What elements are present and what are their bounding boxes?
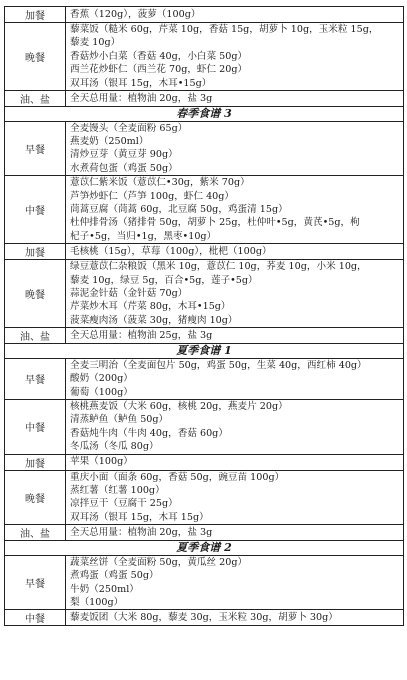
season-section-row <box>5 344 404 359</box>
dish-line: 冬瓜汤（冬瓜 80g） <box>70 441 159 453</box>
recipe-table-body <box>5 7 404 626</box>
meal-row <box>5 176 404 244</box>
dish-line: 西兰花炒虾仁（西兰花 70g，虾仁 20g） <box>70 64 248 76</box>
meal-row <box>5 470 404 525</box>
dish-line: 藜麦饭团（大米 80g，藜麦 30g，玉米粒 30g，胡萝卜 30g） <box>70 612 338 624</box>
meal-items-cell <box>66 358 404 399</box>
dish-line: 煮鸡蛋（鸡蛋 50g） <box>70 570 159 582</box>
meal-row <box>5 454 404 470</box>
meal-items-cell <box>66 260 404 328</box>
dish-line: 葡萄（100g） <box>70 386 133 398</box>
dish-line: 梨（100g） <box>70 596 124 608</box>
meal-row <box>5 328 404 344</box>
meal-items-cell <box>66 328 404 344</box>
meal-type-cell: 加餐 <box>5 454 66 470</box>
meal-row <box>5 610 404 626</box>
dish-line: 蒸红薯（红薯 100g） <box>70 484 165 496</box>
meal-type-cell: 晚餐 <box>5 260 66 328</box>
dish-line: 藜麦 10g） <box>70 37 121 49</box>
meal-type-cell: 油、盐 <box>5 525 66 541</box>
meal-type-cell: 油、盐 <box>5 91 66 107</box>
meal-items-cell <box>66 470 404 525</box>
season-section-row <box>5 107 404 122</box>
dish-line: 重庆小面（面条 60g，香菇 50g，豌豆苗 100g） <box>70 471 285 483</box>
meal-items-cell <box>66 23 404 91</box>
meal-type-cell: 早餐 <box>5 555 66 610</box>
dish-line: 杜仲排骨汤（猪排骨 50g，胡萝卜 25g，杜仲叶•5g，黄芪•5g，枸 <box>70 217 360 229</box>
meal-type-cell: 中餐 <box>5 610 66 626</box>
dish-line: 蒜泥金针菇（金针菇 70g） <box>70 288 188 299</box>
dish-line: 蔬菜丝饼（全麦面粉 50g，黄瓜丝 20g） <box>70 556 248 568</box>
meal-items-cell <box>66 7 404 23</box>
meal-row <box>5 7 404 23</box>
dish-line: 藜麦 10g，绿豆 5g，百合•5g，莲子•5g） <box>70 274 258 286</box>
dish-line: 芦笋炒虾仁（芦笋 100g，虾仁 40g） <box>70 190 235 202</box>
dish-line: 茼蒿豆腐（茼蒿 60g，北豆腐 50g，鸡蛋清 15g） <box>70 203 288 215</box>
dish-line: 酸奶（200g） <box>70 373 133 385</box>
meal-row <box>5 23 404 91</box>
dish-line: 核桃燕麦饭（大米 60g，核桃 20g，燕麦片 20g） <box>70 400 288 412</box>
meal-type-cell: 中餐 <box>5 176 66 244</box>
season-section-row <box>5 541 404 556</box>
meal-items-cell <box>66 121 404 176</box>
dish-line: 全麦三明治（全麦面包片 50g，鸡蛋 50g，生菜 40g，西红柿 40g） <box>70 359 367 371</box>
recipe-table <box>4 6 404 626</box>
meal-items-cell <box>66 610 404 626</box>
dish-line: 全天总用量：植物油 20g，盐 3g <box>70 92 213 104</box>
dish-line: 杞子•5g，当归•1g，黑枣•10g） <box>70 230 217 242</box>
dish-line: 凉拌豆干（豆腐干 25g） <box>70 498 178 510</box>
dish-line: 牛奶（250ml） <box>70 583 139 595</box>
meal-type-cell: 油、盐 <box>5 328 66 344</box>
meal-items-cell <box>66 525 404 541</box>
meal-row <box>5 525 404 541</box>
meal-items-cell <box>66 244 404 260</box>
dish-line: 全天总用量：植物油 20g，盐 3g <box>70 526 213 538</box>
meal-row <box>5 91 404 107</box>
dish-line: 藜菜饭（糙米 60g，芹菜 10g，香菇 15g，胡萝卜 10g，玉米粒 15g， <box>70 24 379 35</box>
meal-row <box>5 358 404 399</box>
meal-type-cell: 早餐 <box>5 121 66 176</box>
dish-line: 双耳汤（银耳 15g，木耳•15g） <box>70 77 212 89</box>
dish-line: 燕麦奶（250ml） <box>70 135 149 147</box>
meal-items-cell <box>66 91 404 107</box>
dish-line: 双耳汤（银耳 15g，木耳 15g） <box>70 511 209 523</box>
meal-type-cell: 晚餐 <box>5 23 66 91</box>
dish-line: 芹菜炒木耳（芹菜 80g，木耳•15g） <box>70 301 231 313</box>
meal-type-cell: 中餐 <box>5 399 66 454</box>
dish-line: 菠菜瘦肉汤（菠菜 30g，猪瘦肉 10g） <box>70 314 238 326</box>
dish-line: 苹果（100g） <box>70 456 133 468</box>
dish-line: 绿豆薏苡仁杂粮饭（黑米 10g，薏苡仁 10g，荞麦 10g，小米 10g， <box>70 261 367 273</box>
season-section-title: 春季食谱 3 <box>5 107 404 122</box>
meal-row <box>5 121 404 176</box>
meal-type-cell: 晚餐 <box>5 470 66 525</box>
season-section-title: 夏季食谱 2 <box>5 541 404 556</box>
meal-items-cell <box>66 176 404 244</box>
dish-line: 全天总用量：植物油 25g，盐 3g <box>70 330 213 342</box>
meal-type-cell: 加餐 <box>5 244 66 260</box>
dish-line: 清蒸鲈鱼（鲈鱼 50g） <box>70 414 169 426</box>
meal-row <box>5 399 404 454</box>
meal-items-cell <box>66 454 404 470</box>
dish-line: 香菇炖牛肉（牛肉 40g，香菇 60g） <box>70 427 228 439</box>
meal-row <box>5 555 404 610</box>
meal-items-cell <box>66 555 404 610</box>
meal-type-cell: 早餐 <box>5 358 66 399</box>
dish-line: 香蕉（120g），菠萝（100g） <box>70 8 201 20</box>
season-section-title: 夏季食谱 1 <box>5 344 404 359</box>
dish-line: 毛核桃（15g），草莓（100g），枇杷（100g） <box>70 245 272 257</box>
meal-row <box>5 260 404 328</box>
meal-row <box>5 244 404 260</box>
dish-line: 水煮荷包蛋（鸡蛋 50g） <box>70 162 178 174</box>
dish-line: 薏苡仁紫米饭（薏苡仁•30g，紫米 70g） <box>70 177 250 189</box>
dish-line: 香菇炒小白菜（香菇 40g，小白菜 50g） <box>70 50 248 62</box>
dish-line: 清炒豆芽（黄豆芽 90g） <box>70 149 178 161</box>
meal-type-cell: 加餐 <box>5 7 66 23</box>
meal-items-cell <box>66 399 404 454</box>
dish-line: 全麦馒头（全麦面粉 65g） <box>70 122 188 134</box>
